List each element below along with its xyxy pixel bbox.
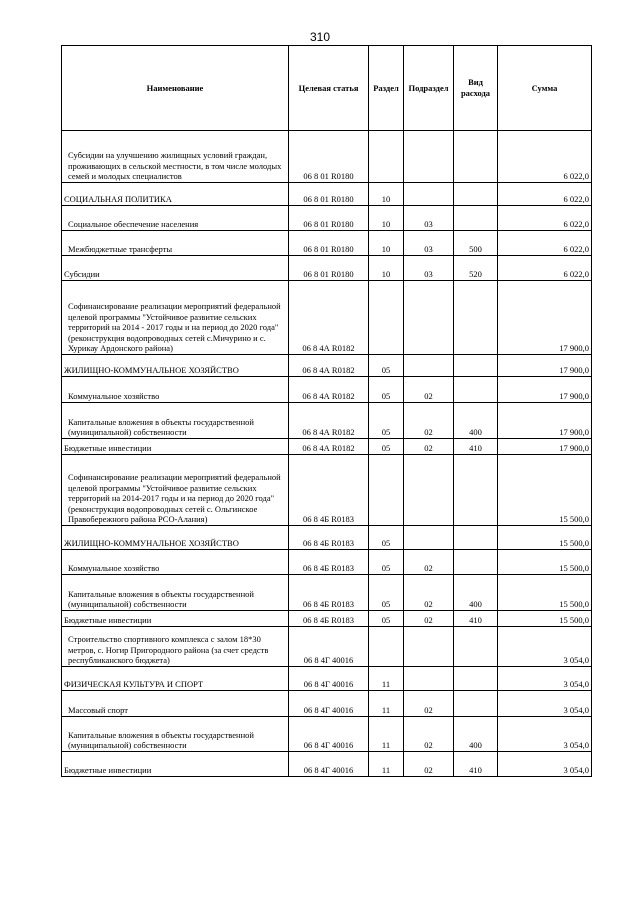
cell-expense-type: [454, 183, 498, 206]
cell-name: СОЦИАЛЬНАЯ ПОЛИТИКА: [62, 183, 289, 206]
cell-subsection: 02: [404, 403, 454, 439]
table-row: [62, 231, 592, 256]
cell-section: 10: [369, 183, 404, 206]
cell-section: 10: [369, 256, 404, 281]
budget-table: [61, 45, 592, 777]
cell-subsection: 02: [404, 575, 454, 611]
cell-name: ЖИЛИЩНО-КОММУНАЛЬНОЕ ХОЗЯЙСТВО: [62, 526, 289, 550]
cell-expense-type: 410: [454, 439, 498, 455]
cell-name: Социальное обеспечение населения: [62, 206, 289, 231]
cell-section: [369, 627, 404, 667]
cell-subsection: 02: [404, 439, 454, 455]
table-row: [62, 752, 592, 777]
cell-sum: 15 500,0: [498, 526, 592, 550]
cell-subsection: [404, 355, 454, 377]
table-row: [62, 377, 592, 403]
cell-name: Коммунальное хозяйство: [62, 550, 289, 575]
cell-name: Софинансирование реализации мероприятий федеральной целевой программы "Устойчивое развитие сельских территорий на 2014-2017 годы и на период до 2020 года" (реконструкция водопроводных сетей с. Ольгинское Правобережного района РСО-Алания): [62, 455, 289, 526]
cell-target-article: 06 8 01 R0180: [289, 131, 369, 183]
cell-subsection: 03: [404, 231, 454, 256]
cell-target-article: 06 8 4Г 40016: [289, 752, 369, 777]
cell-target-article: 06 8 4А R0182: [289, 439, 369, 455]
cell-subsection: [404, 455, 454, 526]
table-row: [62, 717, 592, 752]
cell-subsection: 02: [404, 717, 454, 752]
header-target-article: Целевая статья: [289, 46, 369, 131]
cell-sum: 17 900,0: [498, 377, 592, 403]
cell-section: [369, 455, 404, 526]
cell-sum: 15 500,0: [498, 611, 592, 627]
table-row: [62, 667, 592, 691]
cell-name: ЖИЛИЩНО-КОММУНАЛЬНОЕ ХОЗЯЙСТВО: [62, 355, 289, 377]
cell-target-article: 06 8 01 R0180: [289, 256, 369, 281]
cell-expense-type: 400: [454, 575, 498, 611]
cell-section: 05: [369, 439, 404, 455]
cell-name: Бюджетные инвестиции: [62, 439, 289, 455]
cell-section: [369, 281, 404, 355]
cell-expense-type: [454, 206, 498, 231]
cell-sum: 6 022,0: [498, 231, 592, 256]
cell-target-article: 06 8 4Г 40016: [289, 717, 369, 752]
cell-expense-type: 410: [454, 611, 498, 627]
cell-sum: 3 054,0: [498, 627, 592, 667]
table-row: [62, 355, 592, 377]
cell-name: Софинансирование реализации мероприятий федеральной целевой программы "Устойчивое развитие сельских территорий на 2014 - 2017 годы и на период до 2020 года" (реконструкция водопроводных сетей с.Мичурино и с. Хурикау Ардонского района): [62, 281, 289, 355]
cell-sum: 3 054,0: [498, 691, 592, 717]
table-row: [62, 455, 592, 526]
table-row: [62, 550, 592, 575]
cell-sum: 17 900,0: [498, 439, 592, 455]
table-row: [62, 575, 592, 611]
cell-section: 05: [369, 355, 404, 377]
cell-sum: 17 900,0: [498, 403, 592, 439]
cell-expense-type: [454, 526, 498, 550]
cell-section: 05: [369, 403, 404, 439]
table-row: [62, 439, 592, 455]
cell-name: Капитальные вложения в объекты государственной (муниципальной) собственности: [62, 403, 289, 439]
cell-expense-type: [454, 550, 498, 575]
cell-expense-type: 400: [454, 717, 498, 752]
cell-sum: 6 022,0: [498, 256, 592, 281]
table-row: [62, 256, 592, 281]
cell-expense-type: [454, 281, 498, 355]
header-sum: Сумма: [498, 46, 592, 131]
cell-sum: 3 054,0: [498, 752, 592, 777]
cell-section: 10: [369, 206, 404, 231]
cell-name: Бюджетные инвестиции: [62, 752, 289, 777]
cell-section: 11: [369, 717, 404, 752]
cell-target-article: 06 8 4А R0182: [289, 403, 369, 439]
table-body: [62, 131, 592, 777]
cell-sum: 15 500,0: [498, 550, 592, 575]
cell-target-article: 06 8 4А R0182: [289, 355, 369, 377]
cell-name: Субсидии на улучшению жилищных условий граждан, проживающих в сельской местности, в том числе молодых семей и молодых специалистов: [62, 131, 289, 183]
cell-target-article: 06 8 4Б R0183: [289, 611, 369, 627]
cell-target-article: 06 8 4Б R0183: [289, 550, 369, 575]
cell-sum: 6 022,0: [498, 131, 592, 183]
cell-expense-type: 520: [454, 256, 498, 281]
cell-section: 10: [369, 231, 404, 256]
cell-expense-type: [454, 691, 498, 717]
cell-subsection: 02: [404, 691, 454, 717]
cell-section: 11: [369, 691, 404, 717]
table-row: [62, 403, 592, 439]
cell-target-article: 06 8 4Б R0183: [289, 455, 369, 526]
table-row: [62, 691, 592, 717]
header-subsection: Подраздел: [404, 46, 454, 131]
cell-subsection: [404, 131, 454, 183]
cell-subsection: [404, 667, 454, 691]
cell-expense-type: [454, 667, 498, 691]
cell-name: Коммунальное хозяйство: [62, 377, 289, 403]
cell-name: Массовый спорт: [62, 691, 289, 717]
page-number: 310: [309, 30, 331, 44]
cell-name: Капитальные вложения в объекты государственной (муниципальной) собственности: [62, 717, 289, 752]
cell-section: 11: [369, 667, 404, 691]
cell-expense-type: [454, 455, 498, 526]
cell-section: 05: [369, 377, 404, 403]
table-row: [62, 627, 592, 667]
cell-sum: 6 022,0: [498, 206, 592, 231]
cell-section: 05: [369, 575, 404, 611]
cell-target-article: 06 8 01 R0180: [289, 183, 369, 206]
cell-target-article: 06 8 01 R0180: [289, 206, 369, 231]
cell-section: [369, 131, 404, 183]
cell-subsection: 03: [404, 256, 454, 281]
cell-target-article: 06 8 4Б R0183: [289, 575, 369, 611]
cell-subsection: 02: [404, 377, 454, 403]
cell-name: ФИЗИЧЕСКАЯ КУЛЬТУРА И СПОРТ: [62, 667, 289, 691]
cell-target-article: 06 8 4А R0182: [289, 377, 369, 403]
cell-name: Межбюджетные трансферты: [62, 231, 289, 256]
cell-subsection: 03: [404, 206, 454, 231]
cell-target-article: 06 8 4Г 40016: [289, 627, 369, 667]
cell-target-article: 06 8 4Б R0183: [289, 526, 369, 550]
cell-target-article: 06 8 4А R0182: [289, 281, 369, 355]
table-row: [62, 526, 592, 550]
cell-sum: 3 054,0: [498, 717, 592, 752]
cell-subsection: [404, 281, 454, 355]
cell-sum: 15 500,0: [498, 455, 592, 526]
table-header-row: [62, 46, 592, 131]
cell-subsection: [404, 183, 454, 206]
cell-sum: 6 022,0: [498, 183, 592, 206]
cell-expense-type: 400: [454, 403, 498, 439]
cell-expense-type: [454, 131, 498, 183]
cell-sum: 17 900,0: [498, 355, 592, 377]
cell-sum: 3 054,0: [498, 667, 592, 691]
header-section: Раздел: [369, 46, 404, 131]
cell-expense-type: [454, 627, 498, 667]
table-row: [62, 206, 592, 231]
cell-subsection: [404, 526, 454, 550]
cell-sum: 15 500,0: [498, 575, 592, 611]
cell-subsection: 02: [404, 752, 454, 777]
header-name: Наименование: [62, 46, 289, 131]
table-row: [62, 183, 592, 206]
cell-section: 05: [369, 526, 404, 550]
cell-section: 05: [369, 611, 404, 627]
cell-target-article: 06 8 4Г 40016: [289, 667, 369, 691]
table-row: [62, 131, 592, 183]
cell-expense-type: 500: [454, 231, 498, 256]
cell-target-article: 06 8 4Г 40016: [289, 691, 369, 717]
cell-section: 05: [369, 550, 404, 575]
cell-name: Капитальные вложения в объекты государственной (муниципальной) собственности: [62, 575, 289, 611]
cell-name: Строительство спортивного комплекса с залом 18*30 метров, с. Ногир Пригородного района (за счет средств республиканского бюджета): [62, 627, 289, 667]
table-row: [62, 281, 592, 355]
cell-expense-type: [454, 355, 498, 377]
cell-name: Субсидии: [62, 256, 289, 281]
table-row: [62, 611, 592, 627]
cell-subsection: 02: [404, 550, 454, 575]
cell-target-article: 06 8 01 R0180: [289, 231, 369, 256]
header-expense-type: Вид расхода: [454, 46, 498, 131]
cell-section: 11: [369, 752, 404, 777]
cell-name: Бюджетные инвестиции: [62, 611, 289, 627]
cell-sum: 17 900,0: [498, 281, 592, 355]
cell-subsection: [404, 627, 454, 667]
cell-expense-type: 410: [454, 752, 498, 777]
cell-expense-type: [454, 377, 498, 403]
cell-subsection: 02: [404, 611, 454, 627]
